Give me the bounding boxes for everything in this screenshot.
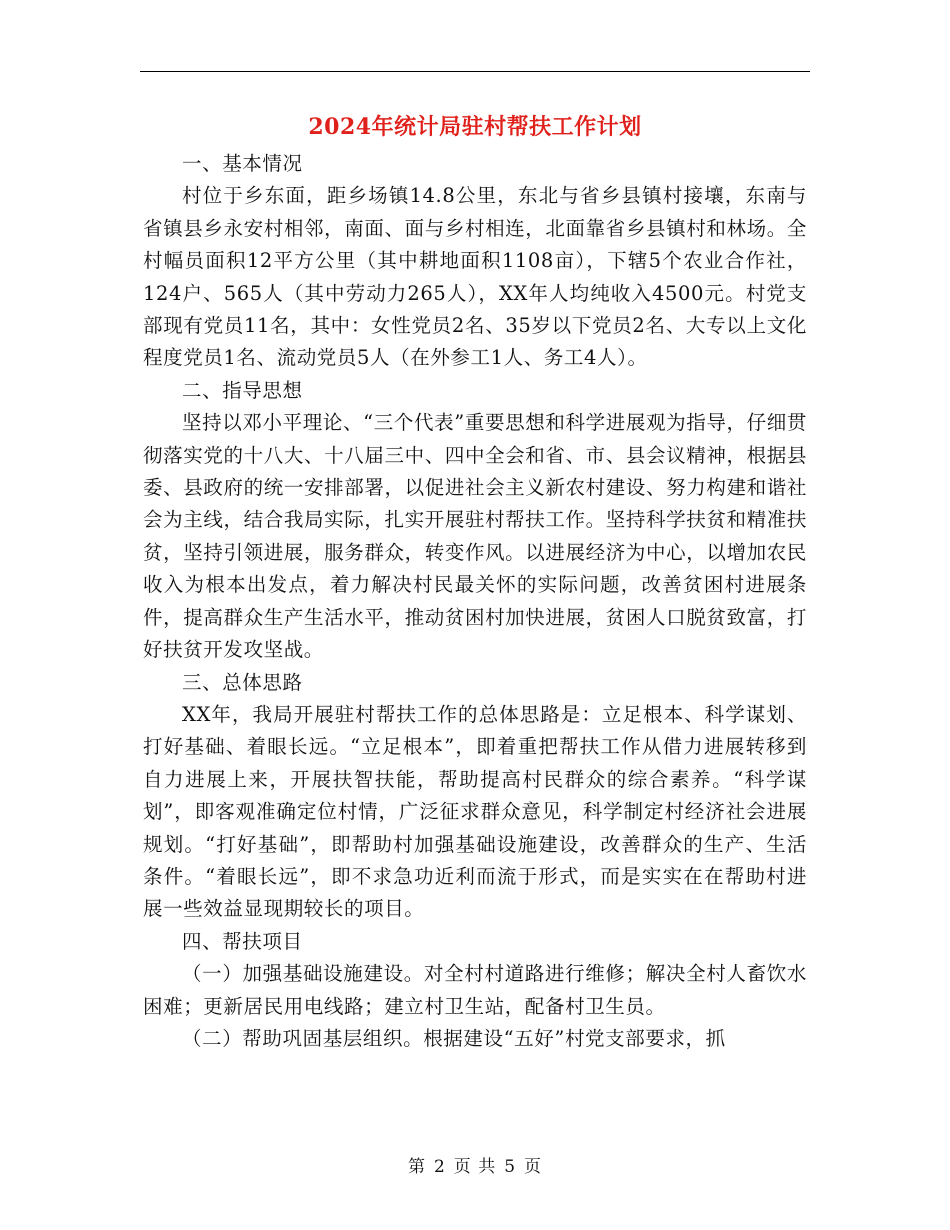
document-body [143,148,807,1055]
header-rule [140,71,810,72]
paragraph-infrastructure: （一）加强基础设施建设。对全村村道路进行维修；解决全村人畜饮水困难；更新居民用电线路；建立村卫生站，配备村卫生员。 [143,962,807,1018]
footer-suffix: 页 [524,1157,543,1177]
paragraph-basic-info: 村位于乡东面，距乡场镇14.8公里，东北与省乡县镇村接壤，东南与省镇县乡永安村相邻，南面、面与乡村相连，北面靠省乡县镇村和林场。全村幅员面积12平方公里（其中耕地面积1108亩），下辖5个农业合作社，124户、565人（其中劳动力265人），XX年人均纯收入4500元。村党支部现有党员11名，其中：女性党员2名、35岁以下党员2名、大专以上文化程度党员1名、流动党员5人（在外参工1人、务工4人）。 [143,184,807,370]
footer-current-page: 2 [433,1157,446,1177]
paragraph-overall-approach: XX年，我局开展驻村帮扶工作的总体思路是：立足根本、科学谋划、打好基础、着眼长远。“立足根本”，即着重把帮扶工作从借力进展转移到自力进展上来，开展扶智扶能，帮助提高村民群众的综合素养。“科学谋划”，即客观准确定位村情，广泛征求群众意见，科学制定村经济社会进展规划。“打好基础”，即帮助村加强基础设施建设，改善群众的生产、生活条件。“着眼长远”，即不求急功近利而流于形式，而是实实在在帮助村进展一些效益显现期较长的项目。 [143,702,807,921]
paragraph-grassroots-organization: （二）帮助巩固基层组织。根据建设“五好”村党支部要求，抓 [182,1026,726,1050]
section-heading-assistance-projects: 四、帮扶项目 [182,929,303,953]
document-title: 2024年统计局驻村帮扶工作计划 [308,114,642,140]
page-footer [140,1152,810,1177]
section-heading-overall-approach: 三、总体思路 [182,670,303,694]
footer-prefix: 第 [407,1157,426,1177]
paragraph-guiding-thought: 坚持以邓小平理论、“三个代表”重要思想和科学进展观为指导，仔细贯彻落实党的十八大、十八届三中、四中全会和省、市、县会议精神，根据县委、县政府的统一安排部署，以促进社会主义新农村建设、努力构建和谐社会为主线，结合我局实际，扎实开展驻村帮扶工作。坚持科学扶贫和精准扶贫，坚持引领进展，服务群众，转变作风。以进展经济为中心，以增加农民收入为根本出发点，着力解决村民最关怀的实际问题，改善贫困村进展条件，提高群众生产生活水平，推动贫困村加快进展，贫困人口脱贫致富，打好扶贫开发攻坚战。 [143,411,807,662]
footer-total-pages: 5 [504,1157,517,1177]
footer-middle: 页 共 [453,1157,497,1177]
section-heading-basic-info: 一、基本情况 [182,152,303,175]
section-heading-guiding-thought: 二、指导思想 [182,378,303,402]
